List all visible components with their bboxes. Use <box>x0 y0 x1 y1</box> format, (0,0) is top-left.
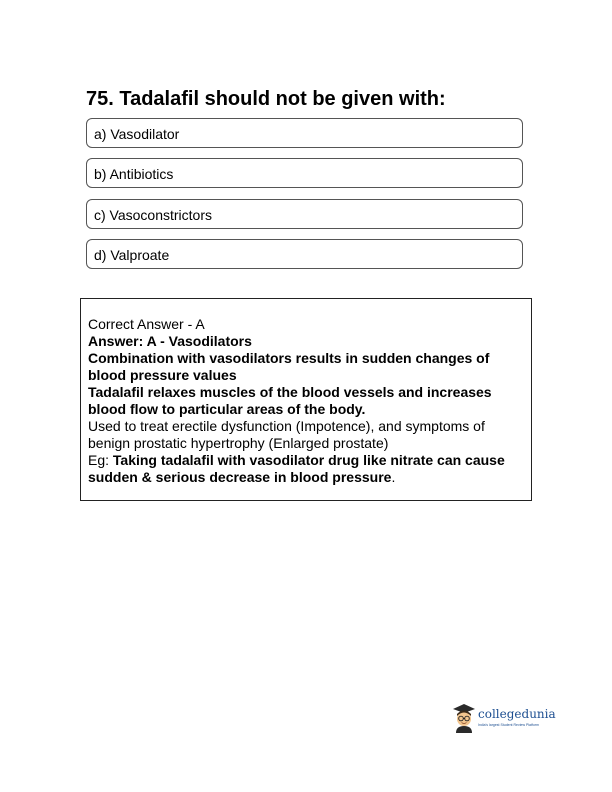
collegedunia-logo <box>452 703 556 739</box>
option-c[interactable]: c) Vasoconstrictors <box>86 199 523 229</box>
example-text <box>88 452 523 486</box>
mascot-icon <box>452 703 476 733</box>
option-a[interactable]: a) Vasodilator <box>86 118 523 148</box>
answer-heading: Answer: A - Vasodilators <box>88 333 252 349</box>
example-prefix: Eg: <box>88 452 113 468</box>
question-title: 75. Tadalafil should not be given with: <box>86 88 446 110</box>
correct-answer-line: Correct Answer - A <box>88 316 205 332</box>
answer-explanation-box <box>80 298 532 501</box>
example-bold: Taking tadalafil with vasodilator drug like nitrate can cause sudden & serious decrease in blood pressure <box>88 452 505 485</box>
logo-wordmark: collegedunia <box>478 707 556 721</box>
option-b[interactable]: b) Antibiotics <box>86 158 523 188</box>
logo-tagline: India's largest Student Review Platform <box>478 723 539 727</box>
example-suffix: . <box>391 469 396 485</box>
explanation-point-1: Combination with vasodilators results in sudden changes of blood pressure values <box>88 350 490 383</box>
explanation-point-2: Tadalafil relaxes muscles of the blood vessels and increases blood flow to particular areas of the body. <box>88 384 492 417</box>
option-d[interactable]: d) Valproate <box>86 239 523 269</box>
usage-text: Used to treat erectile dysfunction (Impotence), and symptoms of benign prostatic hypertrophy (Enlarged prostate) <box>88 418 485 451</box>
